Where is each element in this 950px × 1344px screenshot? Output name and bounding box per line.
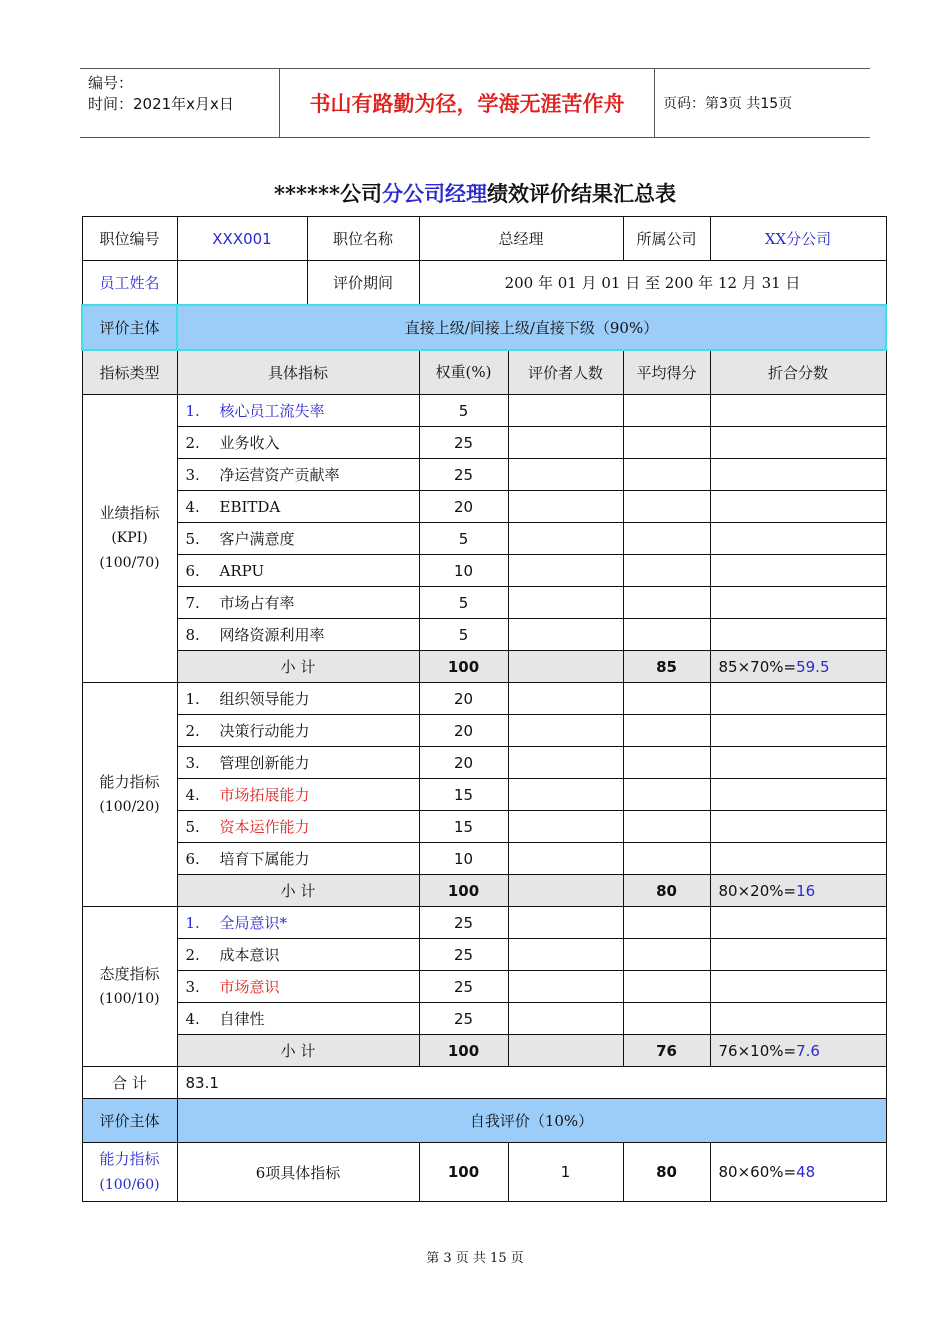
- group-type-cell: [82, 683, 177, 907]
- indicator-score: [710, 907, 886, 939]
- indicator-score: [710, 715, 886, 747]
- indicator-score: [710, 779, 886, 811]
- period-value: 200 年 01 月 01 日 至 200 年 12 月 31 日: [419, 261, 886, 306]
- indicator-avg: [623, 747, 710, 779]
- indicator-score: [710, 587, 886, 619]
- indicator-name: 客户满意度: [219, 530, 295, 548]
- col-raters: 评价者人数: [508, 350, 623, 395]
- self-type: 能力指标: [99, 1150, 160, 1168]
- pos-name-value: 总经理: [419, 217, 623, 261]
- indicator-avg: [623, 395, 710, 427]
- indicator-avg: [623, 779, 710, 811]
- indicator-raters: [508, 907, 623, 939]
- date-label: 时间：2021年x月x日: [88, 95, 234, 113]
- section1-value: 直接上级/间接上级/直接下级（90%）: [177, 305, 886, 350]
- indicator-avg: [623, 555, 710, 587]
- subtotal-weight: 100: [419, 875, 508, 907]
- indicator-score: [710, 1003, 886, 1035]
- indicator-row: [82, 587, 886, 619]
- summary-table-body: [82, 217, 886, 1202]
- indicator-raters: [508, 1003, 623, 1035]
- group-sub1: (100/10): [99, 990, 160, 1007]
- indicator-raters: [508, 427, 623, 459]
- indicator-avg: [623, 907, 710, 939]
- indicator-weight: 15: [419, 779, 508, 811]
- subtotal-raters: [508, 651, 623, 683]
- col-avg: 平均得分: [623, 350, 710, 395]
- indicator-avg: [623, 427, 710, 459]
- col-score: 折合分数: [710, 350, 886, 395]
- indicator-raters: [508, 971, 623, 1003]
- indicator-row: [82, 843, 886, 875]
- col-indicator: 具体指标: [177, 350, 419, 395]
- self-score: [710, 1143, 886, 1202]
- subtotal-formula: 85×70%=: [718, 657, 797, 676]
- company-label: 所属公司: [623, 217, 710, 261]
- indicator-avg: [623, 811, 710, 843]
- subtotal-row: [82, 651, 886, 683]
- indicator-score: [710, 523, 886, 555]
- section1-row: [82, 305, 886, 350]
- indicator-index: 2.: [185, 434, 200, 452]
- info-row-1: [82, 217, 886, 261]
- indicator-name-cell: [177, 843, 419, 875]
- indicator-raters: [508, 619, 623, 651]
- indicator-name-cell: [177, 395, 419, 427]
- indicator-name-cell: [177, 971, 419, 1003]
- header-motto: 书山有路勤为径，学海无涯苦作舟: [280, 69, 655, 137]
- self-weight: 100: [419, 1143, 508, 1202]
- indicator-index: 1.: [185, 402, 200, 420]
- indicator-index: 3.: [185, 466, 200, 484]
- indicator-score: [710, 459, 886, 491]
- indicator-index: 5.: [185, 818, 200, 836]
- title-suffix: 绩效评价结果汇总表: [486, 181, 676, 206]
- indicator-index: 2.: [185, 946, 200, 964]
- indicator-name-cell: [177, 427, 419, 459]
- employee-label: 员工姓名: [82, 261, 177, 306]
- indicator-index: 3.: [185, 978, 200, 996]
- indicator-name: 网络资源利用率: [219, 626, 325, 644]
- indicator-raters: [508, 587, 623, 619]
- indicator-name: 资本运作能力: [219, 818, 310, 836]
- indicator-name-cell: [177, 459, 419, 491]
- indicator-score: [710, 747, 886, 779]
- group-sub1: (KPI): [111, 530, 148, 546]
- indicator-row: [82, 779, 886, 811]
- section1-label: 评价主体: [82, 305, 177, 350]
- indicator-name: 成本意识: [219, 946, 280, 964]
- indicator-name: 自律性: [219, 1010, 265, 1028]
- indicator-row: [82, 491, 886, 523]
- indicator-index: 7.: [185, 594, 200, 612]
- section2-label: 评价主体: [82, 1099, 177, 1143]
- indicator-row: [82, 683, 886, 715]
- indicator-score: [710, 971, 886, 1003]
- indicator-index: 5.: [185, 530, 200, 548]
- indicator-score: [710, 811, 886, 843]
- indicator-weight: 15: [419, 811, 508, 843]
- total-label: 合 计: [82, 1067, 177, 1099]
- page-title: [0, 178, 950, 208]
- indicator-weight: 5: [419, 587, 508, 619]
- group-type-cell: [82, 395, 177, 683]
- subtotal-weight: 100: [419, 1035, 508, 1067]
- indicator-weight: 25: [419, 459, 508, 491]
- indicator-avg: [623, 939, 710, 971]
- indicator-row: [82, 459, 886, 491]
- indicator-raters: [508, 555, 623, 587]
- indicator-name: 业务收入: [219, 434, 280, 452]
- group-name: 能力指标: [99, 772, 160, 791]
- indicator-score: [710, 555, 886, 587]
- header-page-label: 页码：第3页 共15页: [663, 96, 793, 112]
- indicator-index: 4.: [185, 1010, 200, 1028]
- indicator-row: [82, 939, 886, 971]
- subtotal-result: 59.5: [796, 657, 830, 676]
- total-row: [82, 1067, 886, 1099]
- indicator-weight: 10: [419, 555, 508, 587]
- indicator-avg: [623, 715, 710, 747]
- col-weight: 权重(%): [419, 350, 508, 395]
- header-meta: [80, 69, 280, 137]
- group-name: 态度指标: [99, 964, 160, 983]
- subtotal-formula: 80×20%=: [718, 881, 797, 900]
- indicator-row: [82, 555, 886, 587]
- indicator-index: 1.: [185, 690, 200, 708]
- indicator-row: [82, 427, 886, 459]
- indicator-index: 1.: [185, 914, 200, 932]
- indicator-name-cell: [177, 907, 419, 939]
- summary-table: [81, 216, 887, 1202]
- subtotal-row: [82, 875, 886, 907]
- indicator-weight: 25: [419, 971, 508, 1003]
- indicator-avg: [623, 971, 710, 1003]
- indicator-weight: 5: [419, 619, 508, 651]
- indicator-weight: 5: [419, 523, 508, 555]
- group-sub1: (100/20): [99, 798, 160, 815]
- page-header: [80, 68, 870, 138]
- indicator-raters: [508, 459, 623, 491]
- indicator-name: 市场拓展能力: [219, 786, 310, 804]
- indicator-name-cell: [177, 715, 419, 747]
- subtotal-label: 小 计: [177, 875, 419, 907]
- indicator-row: [82, 619, 886, 651]
- col-type: 指标类型: [82, 350, 177, 395]
- indicator-weight: 20: [419, 683, 508, 715]
- subtotal-result: 7.6: [796, 1041, 820, 1060]
- indicator-score: [710, 491, 886, 523]
- indicator-avg: [623, 459, 710, 491]
- indicator-index: 4.: [185, 497, 200, 516]
- indicator-weight: 20: [419, 715, 508, 747]
- indicator-row: [82, 747, 886, 779]
- indicator-raters: [508, 779, 623, 811]
- indicator-row: [82, 971, 886, 1003]
- pos-code-label: 职位编号: [82, 217, 177, 261]
- indicator-name: 核心员工流失率: [219, 402, 325, 420]
- indicator-raters: [508, 491, 623, 523]
- indicator-name-cell: [177, 619, 419, 651]
- self-type-cell: [82, 1143, 177, 1202]
- page-footer: 第 3 页 共 15 页: [426, 1251, 524, 1266]
- self-avg: 80: [623, 1143, 710, 1202]
- indicator-weight: 20: [419, 747, 508, 779]
- subtotal-result: 16: [796, 881, 816, 900]
- indicator-name-cell: [177, 747, 419, 779]
- subtotal-score: [710, 875, 886, 907]
- indicator-score: [710, 619, 886, 651]
- subtotal-avg: 76: [623, 1035, 710, 1067]
- indicator-avg: [623, 587, 710, 619]
- indicator-name: 市场意识: [219, 978, 280, 996]
- subtotal-weight: 100: [419, 651, 508, 683]
- indicator-avg: [623, 523, 710, 555]
- indicator-name: 净运营资产贡献率: [219, 466, 340, 484]
- self-formula: 80×60%=: [718, 1163, 797, 1181]
- self-raters: 1: [508, 1143, 623, 1202]
- indicator-raters: [508, 395, 623, 427]
- indicator-avg: [623, 1003, 710, 1035]
- indicator-row: [82, 811, 886, 843]
- indicator-name-cell: [177, 1003, 419, 1035]
- indicator-raters: [508, 939, 623, 971]
- indicator-index: 6.: [185, 850, 200, 868]
- subtotal-score: [710, 651, 886, 683]
- self-type-sub: (100/60): [99, 1177, 160, 1193]
- indicator-weight: 25: [419, 939, 508, 971]
- indicator-weight: 5: [419, 395, 508, 427]
- indicator-name-cell: [177, 779, 419, 811]
- indicator-name-cell: [177, 683, 419, 715]
- subtotal-score: [710, 1035, 886, 1067]
- indicator-name: 市场占有率: [219, 594, 295, 612]
- indicator-score: [710, 843, 886, 875]
- indicator-weight: 10: [419, 843, 508, 875]
- section2-row: [82, 1099, 886, 1143]
- indicator-name-cell: [177, 811, 419, 843]
- indicator-name: 组织领导能力: [219, 690, 310, 708]
- indicator-score: [710, 427, 886, 459]
- indicator-avg: [623, 843, 710, 875]
- indicator-score: [710, 939, 886, 971]
- indicator-weight: 25: [419, 1003, 508, 1035]
- indicator-name-cell: [177, 555, 419, 587]
- indicator-raters: [508, 715, 623, 747]
- indicator-row: [82, 395, 886, 427]
- column-header-row: [82, 350, 886, 395]
- subtotal-raters: [508, 875, 623, 907]
- indicator-score: [710, 395, 886, 427]
- pos-code-value: XXX001: [177, 217, 307, 261]
- pos-name-label: 职位名称: [307, 217, 419, 261]
- indicator-row: [82, 715, 886, 747]
- number-label: 编号：: [88, 74, 134, 92]
- indicator-row: [82, 523, 886, 555]
- indicator-weight: 25: [419, 427, 508, 459]
- subtotal-avg: 80: [623, 875, 710, 907]
- indicator-index: 6.: [185, 561, 200, 580]
- group-type-cell: [82, 907, 177, 1067]
- indicator-name: ARPU: [219, 561, 265, 580]
- indicator-index: 8.: [185, 626, 200, 644]
- indicator-name: 全局意识*: [219, 914, 288, 932]
- indicator-name-cell: [177, 939, 419, 971]
- indicator-raters: [508, 811, 623, 843]
- indicator-row: [82, 907, 886, 939]
- subtotal-label: 小 计: [177, 651, 419, 683]
- subtotal-label: 小 计: [177, 1035, 419, 1067]
- subtotal-raters: [508, 1035, 623, 1067]
- indicator-index: 4.: [185, 786, 200, 804]
- employee-value: [177, 261, 307, 306]
- subtotal-avg: 85: [623, 651, 710, 683]
- indicator-name: EBITDA: [219, 497, 281, 516]
- group-sub2: (100/70): [99, 555, 160, 571]
- indicator-avg: [623, 619, 710, 651]
- indicator-name-cell: [177, 523, 419, 555]
- period-label: 评价期间: [307, 261, 419, 306]
- indicator-name: 决策行动能力: [219, 722, 310, 740]
- indicator-row: [82, 1003, 886, 1035]
- info-row-2: [82, 261, 886, 306]
- title-highlight: 分公司经理: [381, 181, 487, 206]
- indicator-weight: 25: [419, 907, 508, 939]
- subtotal-row: [82, 1035, 886, 1067]
- indicator-score: [710, 683, 886, 715]
- indicator-name: 培育下属能力: [219, 850, 310, 868]
- indicator-raters: [508, 843, 623, 875]
- self-indicator: 6项具体指标: [177, 1143, 419, 1202]
- company-value-text: XX分公司: [764, 230, 832, 248]
- title-prefix: ******公司: [274, 181, 382, 206]
- indicator-raters: [508, 523, 623, 555]
- indicator-avg: [623, 491, 710, 523]
- indicator-avg: [623, 683, 710, 715]
- company-value: [710, 217, 886, 261]
- indicator-raters: [508, 747, 623, 779]
- section2-value: 自我评价（10%）: [177, 1099, 886, 1143]
- total-value: 83.1: [177, 1067, 886, 1099]
- indicator-index: 3.: [185, 754, 200, 772]
- indicator-weight: 20: [419, 491, 508, 523]
- indicator-name: 管理创新能力: [219, 754, 310, 772]
- indicator-index: 2.: [185, 722, 200, 740]
- self-eval-row: [82, 1143, 886, 1202]
- subtotal-formula: 76×10%=: [718, 1041, 797, 1060]
- self-result: 48: [796, 1163, 816, 1181]
- group-name: 业绩指标: [99, 504, 160, 522]
- indicator-name-cell: [177, 491, 419, 523]
- indicator-raters: [508, 683, 623, 715]
- indicator-name-cell: [177, 587, 419, 619]
